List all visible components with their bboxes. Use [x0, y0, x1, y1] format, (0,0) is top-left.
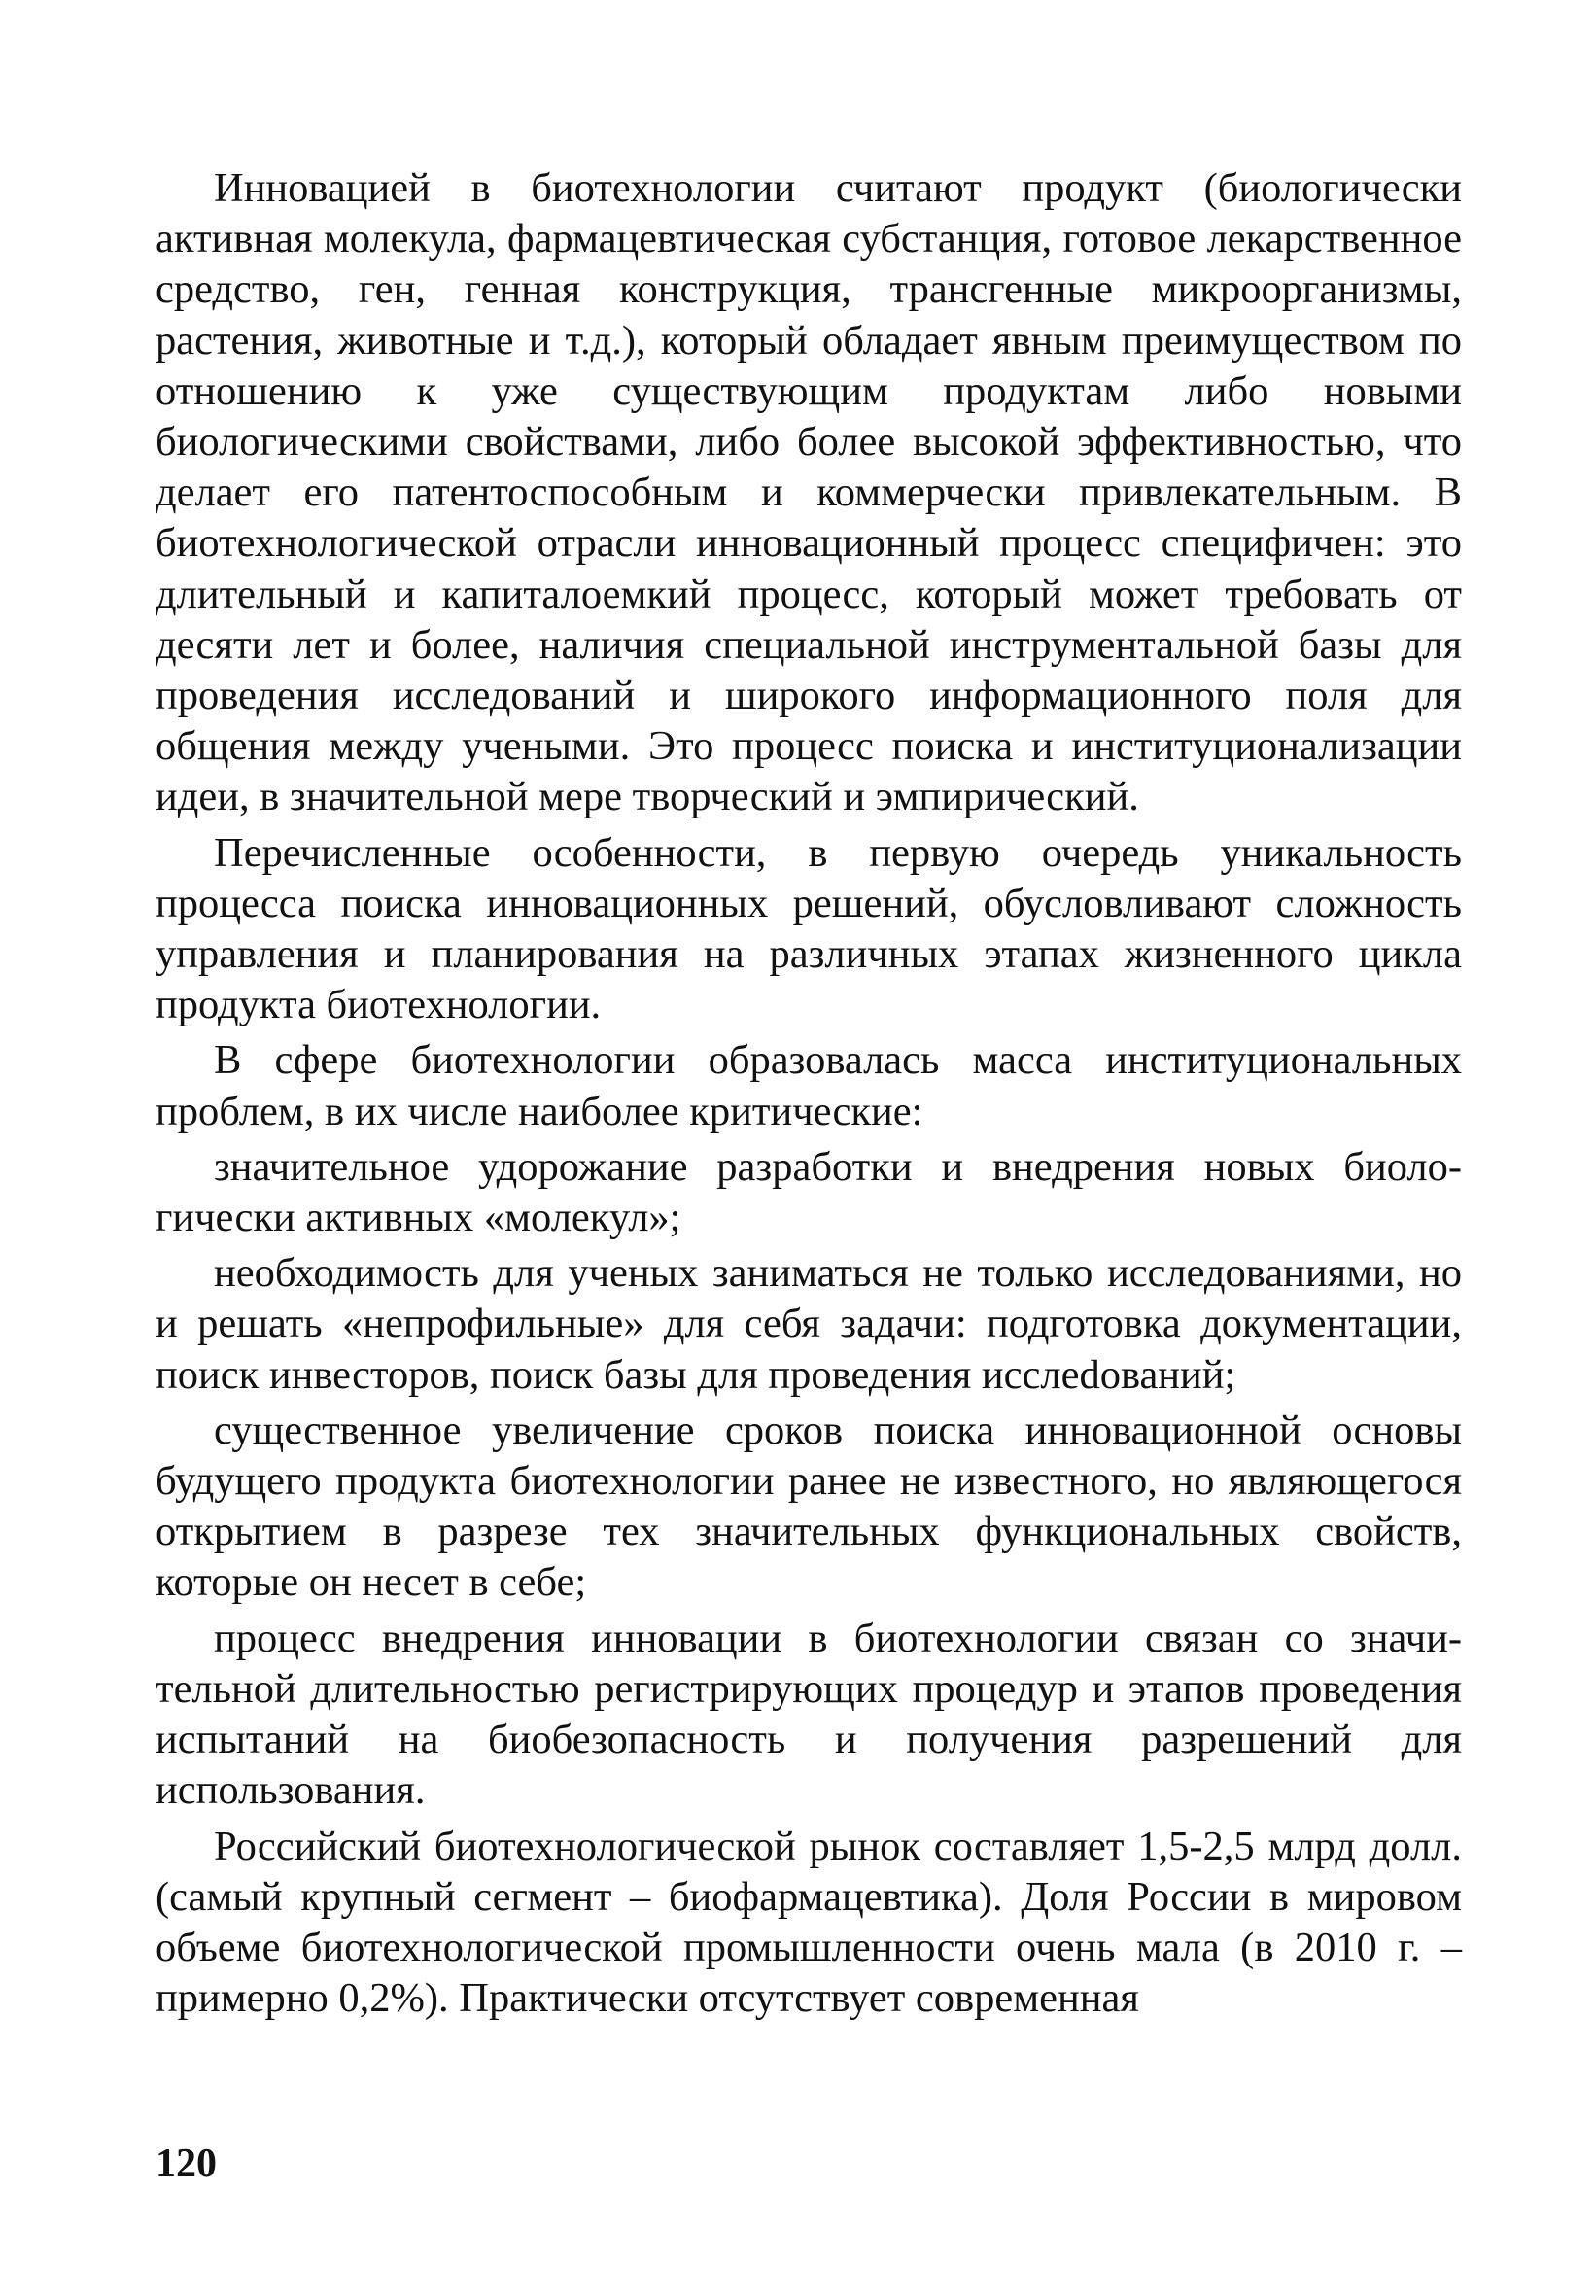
- paragraph-innovation-definition: Инновацией в биотехнологии считают продукт (биологически активная молекула, фармацевтическая субстанция, готовое лекарственное средство, ген, генная конструкция, трансгенные микроорганизмы, растения, животные и т.д.), который обладает явным преимуществом по отношению к уже существующим продуктам либо новыми биологическими свойствами, либо более высокой эффективностью, что делает его патентоспособным и коммерчески привлекательным. В биотехнологической отрасли инновационный процесс специфичен: это длительный и капиталоемкий процесс, который может требовать от десяти лет и более, наличия специальной инструментальной базы для проведения исследований и широкого информационного поля для общения между учеными. Это процесс поиска и институционализации идеи, в значительной мере творческий и эмпирический.: [156, 165, 1462, 820]
- list-item-registration: процесс внедрения инновации в биотехнологии связан со значительной длительностью регистрирующих процедур и этапов проведения испытаний на биобезопасность и получения разрешений для использования.: [156, 1615, 1462, 1814]
- paragraph-institutional-problems: В сфере биотехнологии образовалась масса институциональных проблем, в их числе наиболее критические:: [156, 1037, 1462, 1134]
- paragraph-features: Перечисленные особенности, в первую очередь уникальность процесса поиска инновационных решений, обусловливают сложность управления и планирования на различных этапах жизненного цикла продукта биотехнологии.: [156, 829, 1462, 1028]
- list-item-scientist-tasks: необходимость для ученых заниматься не только исследованиями, но и решать «непрофильные» для себя задачи: подготовка документации, поиск инвесторов, поиск базы для проведения исслеdований;: [156, 1250, 1462, 1398]
- page-body: [156, 163, 1462, 2029]
- page-number: 120: [156, 2141, 217, 2186]
- list-item-search-duration: существенное увеличение сроков поиска инновационной основы будущего продукта биотехнологии ранее не известного, но являющегося открытием в разрезе тех значительных функциональных свойств, которые он несет в себе;: [156, 1407, 1462, 1606]
- paragraph-russian-market: Российский биотехнологической рынок составляет 1,5-2,5 млрд долл. (самый крупный сегмент – биофармацевтика). Доля России в мировом объеме биотехнологической промышленности очень мала (в 2010 г. – примерно 0,2%). Практически отсутствует современная: [156, 1823, 1462, 2022]
- list-item-cost-increase: значительное удорожание разработки и внедрения новых биологически активных «молекул»;: [156, 1143, 1462, 1241]
